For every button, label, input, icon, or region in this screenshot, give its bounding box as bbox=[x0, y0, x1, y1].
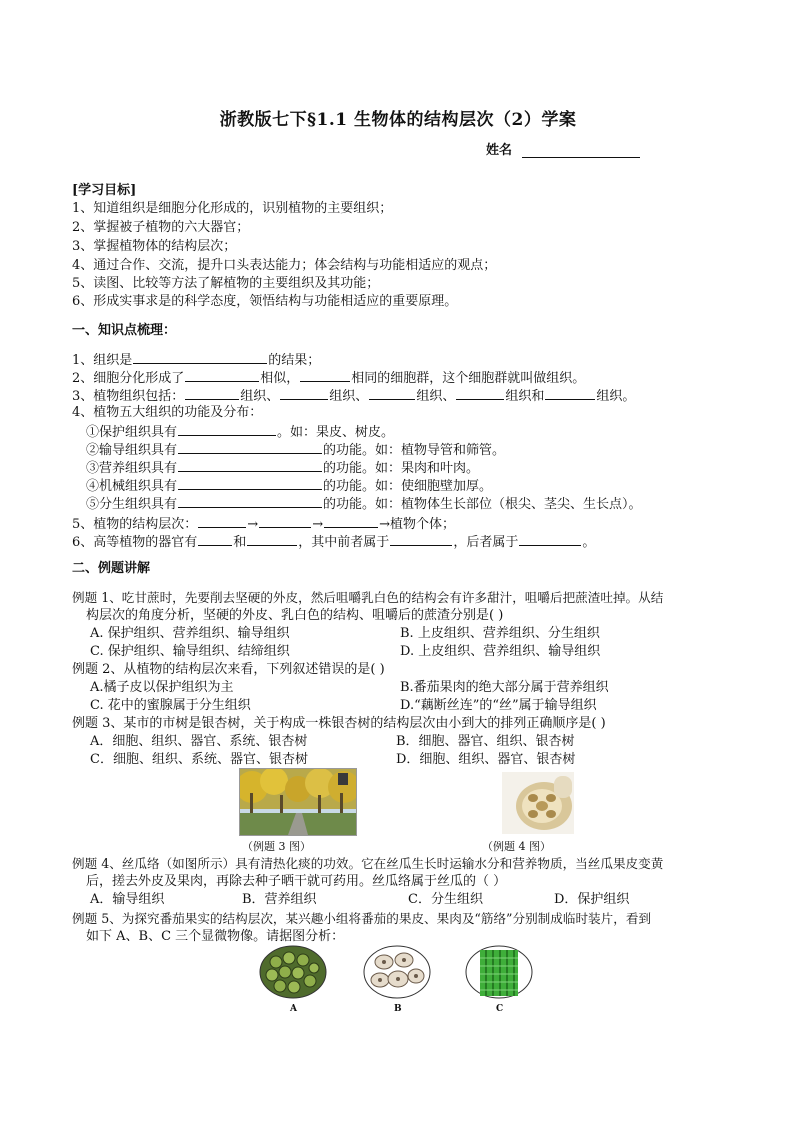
answer-blank[interactable] bbox=[133, 350, 267, 364]
answer-blank[interactable] bbox=[259, 514, 311, 528]
name-label: 姓名 bbox=[486, 143, 513, 158]
question-4-item: ④机械组织具有 的功能。如：使细胞壁加厚。 bbox=[86, 476, 492, 495]
answer-blank[interactable] bbox=[178, 476, 322, 490]
answer-blank[interactable] bbox=[178, 494, 322, 508]
figure-caption-3: （例题 3 图） bbox=[242, 840, 311, 853]
loofah-photo bbox=[502, 772, 574, 834]
example-1-option-c[interactable]: C. 保护组织、输导组织、结缔组织 bbox=[90, 644, 290, 659]
section2-heading: 二、例题讲解 bbox=[72, 561, 151, 576]
example-3-text: 例题 3、某市的市树是银杏树，关于构成一株银杏树的结构层次由小到大的排列正确顺序是( ) bbox=[72, 716, 606, 731]
page-title: 浙教版七下§1.1 生物体的结构层次（2）学案 bbox=[219, 110, 577, 130]
microscope-label-b: B bbox=[394, 1004, 402, 1014]
example-3-option-a[interactable]: A．细胞、组织、器官、系统、银杏树 bbox=[90, 734, 308, 749]
example-1-text: 例题 1、吃甘蔗时，先要削去坚硬的外皮，然后咀嚼乳白色的结构会有许多甜汁，咀嚼后把蔗渣吐掉。从结 bbox=[72, 590, 664, 605]
example-2-option-b[interactable]: B.番茄果肉的绝大部分属于营养组织 bbox=[400, 680, 609, 695]
objective-item: 4、通过合作、交流，提升口头表达能力；体会结构与功能相适应的观点； bbox=[72, 258, 497, 273]
example-2-option-a[interactable]: A.橘子皮以保护组织为主 bbox=[90, 680, 234, 695]
example-4-option-c[interactable]: C．分生组织 bbox=[408, 892, 483, 907]
objective-item: 3、掌握植物体的结构层次； bbox=[72, 239, 237, 254]
question-1: 1、组织是 的结果； bbox=[72, 350, 320, 369]
question-6: 6、高等植物的器官有 和 ，其中前者属于 ，后者属于 。 bbox=[72, 532, 595, 551]
example-2-option-c[interactable]: C. 花中的蜜腺属于分生组织 bbox=[90, 698, 251, 713]
answer-blank[interactable] bbox=[247, 532, 297, 546]
question-4-item: ②输导组织具有 的功能。如：植物导管和筛管。 bbox=[86, 440, 505, 459]
example-5-text: 例题 5、为探究番茄果实的结构层次，某兴趣小组将番茄的果皮、果肉及“筋络”分别制成临时装片，看到 bbox=[72, 911, 652, 926]
example-2-option-d[interactable]: D.“藕断丝连”的“丝”属于输导组织 bbox=[400, 698, 597, 713]
example-3-option-b[interactable]: B．细胞、器官、组织、银杏树 bbox=[396, 734, 575, 749]
answer-blank[interactable] bbox=[178, 458, 322, 472]
answer-blank[interactable] bbox=[280, 386, 328, 400]
answer-blank[interactable] bbox=[198, 532, 232, 546]
microscope-image-a bbox=[258, 944, 328, 1004]
answer-blank[interactable] bbox=[324, 514, 378, 528]
example-3-option-d[interactable]: D．细胞、组织、器官、银杏树 bbox=[396, 752, 576, 767]
name-field[interactable] bbox=[486, 139, 640, 158]
example-1-option-a[interactable]: A. 保护组织、营养组织、输导组织 bbox=[90, 626, 290, 641]
question-4-item: ①保护组织具有 。如：果皮、树皮。 bbox=[86, 422, 394, 441]
objective-item: 6、形成实事求是的科学态度，领悟结构与功能相适应的重要原理。 bbox=[72, 294, 458, 309]
ginkgo-tree-photo bbox=[239, 768, 357, 836]
question-3: 3、植物组织包括： 组织、 组织、 组织、 组织和 组织。 bbox=[72, 386, 635, 405]
answer-blank[interactable] bbox=[185, 368, 259, 382]
answer-blank[interactable] bbox=[178, 422, 276, 436]
objectives-heading: [学习目标] bbox=[72, 183, 137, 198]
microscope-image-b bbox=[362, 944, 432, 1004]
question-5: 5、植物的结构层次： → → →植物个体； bbox=[72, 514, 455, 533]
answer-blank[interactable] bbox=[545, 386, 595, 400]
question-4-item: ⑤分生组织具有 的功能。如：植物体生长部位（根尖、茎尖、生长点）。 bbox=[86, 494, 642, 513]
question-2: 2、细胞分化形成了 相似， 相同的细胞群，这个细胞群就叫做组织。 bbox=[72, 368, 585, 387]
name-blank[interactable] bbox=[522, 143, 640, 158]
objective-item: 1、知道组织是细胞分化形成的，识别植物的主要组织； bbox=[72, 201, 393, 216]
objective-item: 5、读图、比较等方法了解植物的主要组织及其功能； bbox=[72, 276, 380, 291]
section1-heading: 一、知识点梳理： bbox=[72, 323, 177, 338]
question-4: 4、植物五大组织的功能及分布： bbox=[72, 405, 263, 420]
microscope-label-c: C bbox=[496, 1004, 504, 1014]
answer-blank[interactable] bbox=[185, 386, 239, 400]
microscope-label-a: A bbox=[290, 1004, 297, 1014]
example-5-text: 如下 A、B、C 三个显微物像。请据图分析： bbox=[86, 929, 345, 944]
answer-blank[interactable] bbox=[369, 386, 415, 400]
example-2-text: 例题 2、从植物的结构层次来看，下列叙述错误的是( ) bbox=[72, 662, 385, 677]
answer-blank[interactable] bbox=[456, 386, 504, 400]
answer-blank[interactable] bbox=[178, 440, 322, 454]
answer-blank[interactable] bbox=[519, 532, 581, 546]
example-1-option-d[interactable]: D. 上皮组织、营养组织、输导组织 bbox=[400, 644, 601, 659]
example-4-option-a[interactable]: A．输导组织 bbox=[90, 892, 165, 907]
example-1-text: 构层次的角度分析，坚硬的外皮、乳白色的结构、咀嚼后的蔗渣分别是( ) bbox=[86, 608, 504, 623]
figure-caption-4: （例题 4 图） bbox=[482, 840, 551, 853]
example-4-text: 后，搓去外皮及果肉，再除去种子晒干就可药用。丝瓜络属于丝瓜的（ ） bbox=[86, 874, 507, 889]
example-4-text: 例题 4、丝瓜络（如图所示）具有清热化痰的功效。它在丝瓜生长时运输水分和营养物质，当丝瓜果皮变黄 bbox=[72, 856, 664, 871]
example-1-option-b[interactable]: B. 上皮组织、营养组织、分生组织 bbox=[400, 626, 600, 641]
answer-blank[interactable] bbox=[300, 368, 350, 382]
example-3-option-c[interactable]: C．细胞、组织、系统、器官、银杏树 bbox=[90, 752, 308, 767]
question-4-item: ③营养组织具有 的功能。如：果肉和叶肉。 bbox=[86, 458, 479, 477]
example-4-option-b[interactable]: B．营养组织 bbox=[242, 892, 317, 907]
answer-blank[interactable] bbox=[198, 514, 246, 528]
microscope-image-c bbox=[464, 944, 534, 1004]
answer-blank[interactable] bbox=[390, 532, 452, 546]
objective-item: 2、掌握被子植物的六大器官； bbox=[72, 220, 250, 235]
example-4-option-d[interactable]: D．保护组织 bbox=[554, 892, 630, 907]
